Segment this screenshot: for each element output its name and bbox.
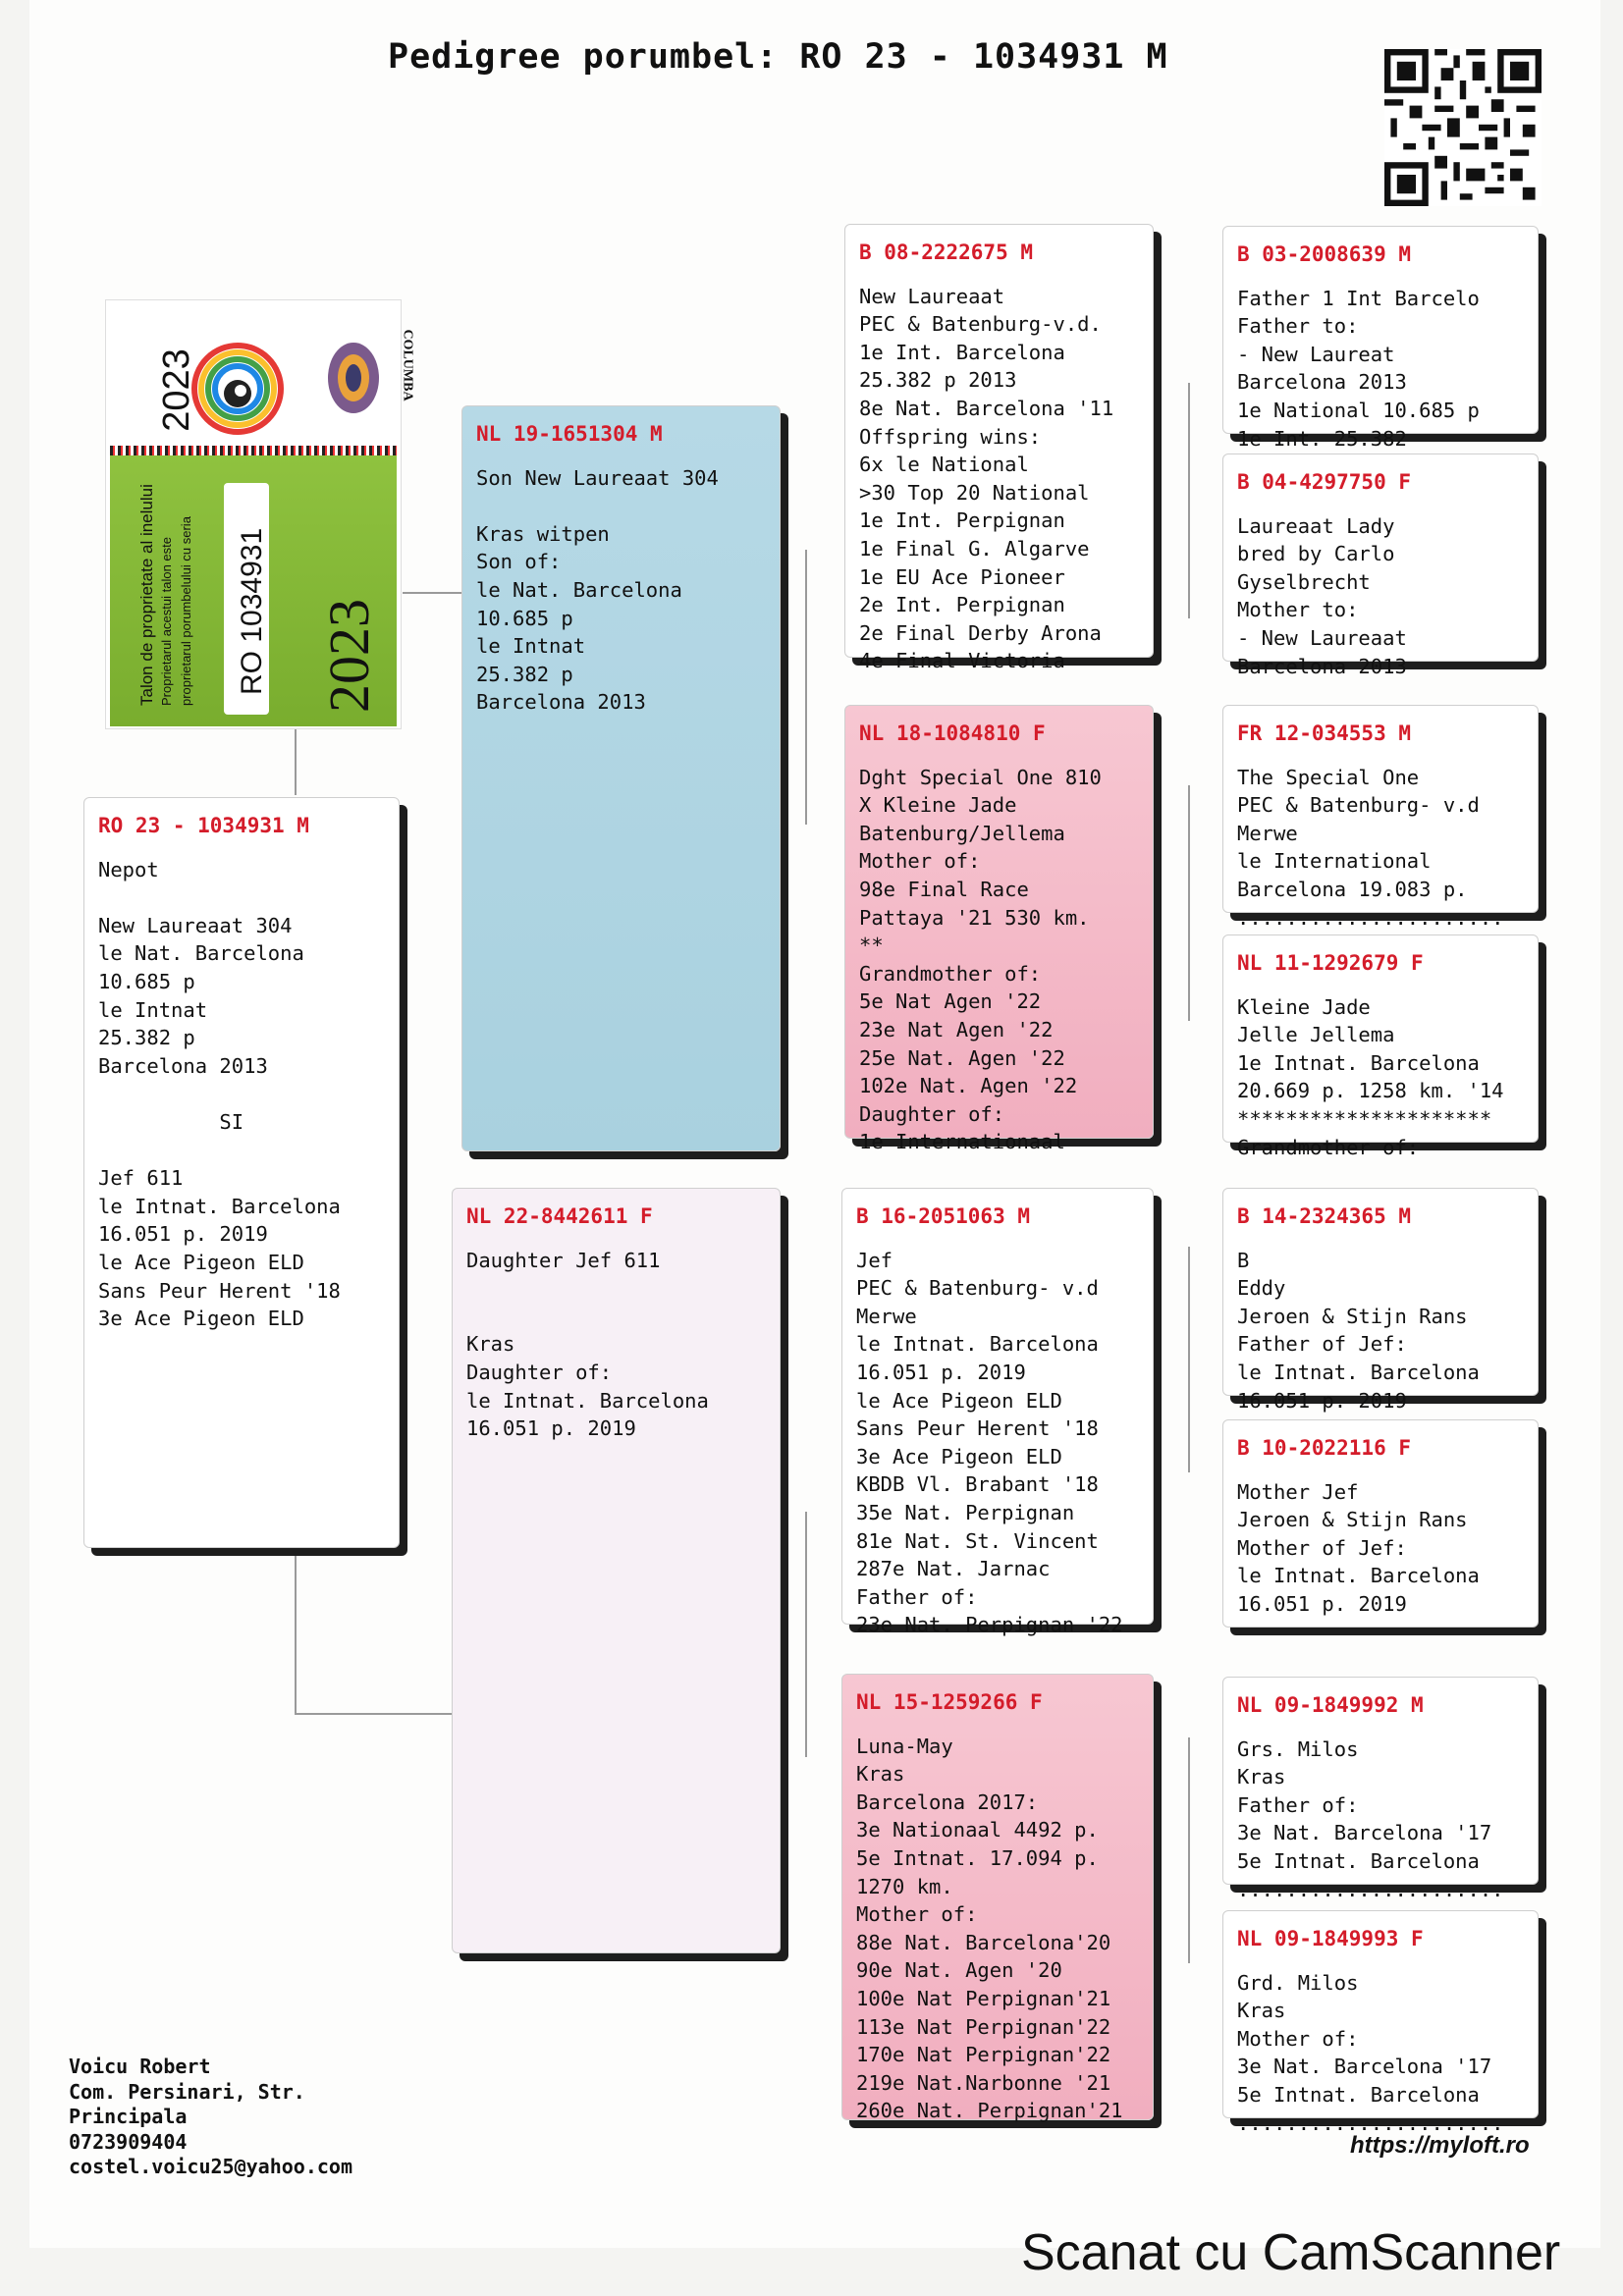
ticket-year-bottom: 2023 bbox=[317, 599, 381, 713]
gen2-ring: NL 18-1084810 F bbox=[859, 721, 1046, 745]
gen3-ring: NL 11-1292679 F bbox=[1237, 951, 1424, 975]
connector-line bbox=[1188, 1737, 1190, 1963]
columba-logo-icon bbox=[189, 340, 287, 438]
connector-line bbox=[403, 592, 461, 594]
owner-address1: Com. Persinari, Str. bbox=[69, 2079, 305, 2104]
gen3-ring: FR 12-034553 M bbox=[1237, 721, 1412, 745]
connector-line bbox=[295, 1546, 297, 1713]
website-link[interactable]: https://myloft.ro bbox=[1350, 2132, 1530, 2159]
sire-desc: Son New Laureaat 304 Kras witpen Son of: le Nat. Barcelona 10.685 p le Intnat 25.382 p Barcelona 2013 bbox=[476, 465, 719, 715]
ticket-label-line1: Talon de proprietate al inelului bbox=[137, 484, 156, 706]
ticket-brand: COLUMBA bbox=[400, 329, 415, 401]
connector-line bbox=[295, 728, 297, 795]
scanner-watermark: Scanat cu CamScanner bbox=[1021, 2224, 1561, 2281]
ticket-label-line3: proprietarul porumbelului cu seria bbox=[179, 516, 193, 706]
owner-contact bbox=[69, 2055, 352, 2180]
ticket-serial: RO 1034931 bbox=[236, 527, 268, 695]
connector-line bbox=[805, 550, 807, 825]
qr-code-icon bbox=[1384, 49, 1542, 206]
subject-ring: RO 23 - 1034931 M bbox=[98, 814, 309, 837]
gen3-desc: B Eddy Jeroen & Stijn Rans Father of Jef: le Intnat. Barcelona 16.051 p. 2019 bbox=[1237, 1248, 1480, 1413]
gen3-desc: Father 1 Int Barcelo Father to: - New Laureat Barcelona 2013 1e National 10.685 p 1e Int. 25.382 bbox=[1237, 286, 1480, 451]
gen2-ring: B 16-2051063 M bbox=[856, 1204, 1031, 1228]
dam-card bbox=[452, 1188, 781, 1953]
ticket-body bbox=[110, 455, 397, 726]
pigeon-badge-icon bbox=[324, 334, 383, 422]
gen3-card bbox=[1222, 1419, 1539, 1628]
gen3-card bbox=[1222, 705, 1539, 930]
owner-email: costel.voicu25@yahoo.com bbox=[69, 2155, 352, 2178]
connector-line bbox=[1188, 785, 1190, 1021]
gen3-card bbox=[1222, 1910, 1539, 2135]
sire-ring: NL 19-1651304 M bbox=[476, 422, 663, 446]
gen3-desc: Laureaat Lady bred by Carlo Gyselbrecht Mother to: - New Laureaat Barcelona 2013 bbox=[1237, 513, 1407, 678]
connector-line bbox=[1188, 1247, 1190, 1472]
gen3-card bbox=[1222, 454, 1539, 678]
connector-line bbox=[295, 1713, 452, 1715]
subject-desc: Nepot New Laureaat 304 le Nat. Barcelona 10.685 p le Intnat 25.382 p Barcelona 2013 SI Jef 611 le Intnat. Barcelona 16.051 p. 2019 le Ace Pigeon ELD Sans Peur Herent '18 3e Ace Pigeon ELD bbox=[98, 857, 341, 1331]
gen2-desc: Dght Special One 810 X Kleine Jade Batenburg/Jellema Mother of: 98e Final Race Pattaya '21 530 km. ** Grandmother of: 5e Nat Agen '22 23e Nat Agen '22 25e Nat. Agen '22 102e Nat. Agen '22 Daughter of: 1e Internationaal bbox=[859, 765, 1102, 1154]
subject-card bbox=[83, 797, 400, 1548]
gen3-desc: Kleine Jade Jelle Jellema 1e Intnat. Barcelona 20.669 p. 1258 km. '14 ********************* Grandmother of: bbox=[1237, 994, 1504, 1159]
granddam-maternal-card bbox=[841, 1674, 1154, 2123]
gen2-desc: New Laureaat PEC & Batenburg-v.d. 1e Int. Barcelona 25.382 p 2013 8e Nat. Barcelona '11 Offspring wins: 6x le National >30 Top 20 National 1e Int. Perpignan 1e Final G. Algarve 1e EU Ace Pioneer 2e Int. Perpignan 2e Final Derby Arona 4e Final Victoria bbox=[859, 284, 1114, 673]
gen3-desc: Grs. Milos Kras Father of: 3e Nat. Barcelona '17 5e Intnat. Barcelona ...................... bbox=[1237, 1736, 1504, 1901]
gen3-ring: NL 09-1849993 F bbox=[1237, 1927, 1424, 1950]
gen3-ring: B 03-2008639 M bbox=[1237, 242, 1412, 266]
gen2-desc: Jef PEC & Batenburg- v.d Merwe le Intnat. Barcelona 16.051 p. 2019 le Ace Pigeon ELD Sans Peur Herent '18 3e Ace Pigeon ELD KBDB Vl. Brabant '18 35e Nat. Perpignan 81e Nat. St. Vincent 287e Nat. Jarnac Father of: 23e Nat. Perpignan '22 bbox=[856, 1248, 1123, 1637]
gen3-desc: The Special One PEC & Batenburg- v.d Merwe le International Barcelona 19.083 p. ...................... bbox=[1237, 765, 1504, 930]
gen3-card bbox=[1222, 934, 1539, 1159]
gen3-card bbox=[1222, 1188, 1539, 1413]
ticket-label-line2: Proprietarul acestui talon este bbox=[159, 537, 174, 706]
gen2-ring: B 08-2222675 M bbox=[859, 240, 1034, 264]
gen3-ring: B 10-2022116 F bbox=[1237, 1436, 1412, 1460]
gen3-ring: B 14-2324365 M bbox=[1237, 1204, 1412, 1228]
owner-address2: Principala bbox=[69, 2105, 188, 2128]
connector-line bbox=[1188, 383, 1190, 618]
gen3-ring: B 04-4297750 F bbox=[1237, 470, 1412, 494]
ring-ownership-ticket bbox=[106, 300, 415, 728]
page-title: Pedigree porumbel: RO 23 - 1034931 M bbox=[388, 37, 1168, 77]
gen3-ring: NL 09-1849992 M bbox=[1237, 1693, 1424, 1717]
gen2-ring: NL 15-1259266 F bbox=[856, 1690, 1043, 1714]
gen3-card bbox=[1222, 1677, 1539, 1901]
grandsire-paternal-card bbox=[844, 224, 1154, 673]
owner-phone: 0723909404 bbox=[69, 2129, 188, 2154]
dam-desc: Daughter Jef 611 Kras Daughter of: le Intnat. Barcelona 16.051 p. 2019 bbox=[466, 1248, 709, 1441]
granddam-paternal-card bbox=[844, 705, 1154, 1154]
owner-name: Voicu Robert bbox=[69, 2055, 211, 2078]
sire-card bbox=[461, 405, 781, 1151]
dam-ring: NL 22-8442611 F bbox=[466, 1204, 653, 1228]
connector-line bbox=[805, 1512, 807, 1757]
ticket-header bbox=[106, 300, 415, 448]
gen3-desc: Mother Jef Jeroen & Stijn Rans Mother of Jef: le Intnat. Barcelona 16.051 p. 2019 bbox=[1237, 1479, 1480, 1616]
gen3-desc: Grd. Milos Kras Mother of: 3e Nat. Barcelona '17 5e Intnat. Barcelona ...................... bbox=[1237, 1970, 1504, 2135]
gen2-desc: Luna-May Kras Barcelona 2017: 3e Nationaal 4492 p. 5e Intnat. 17.094 p. 1270 km. Mother of: 88e Nat. Barcelona'20 90e Nat. Agen '20 100e Nat Perpignan'21 113e Nat Perpignan'22 170e Nat Perpignan'22 219e Nat.Narbonne '21 260e Nat. Perpignan'21 bbox=[856, 1734, 1123, 2123]
grandsire-maternal-card bbox=[841, 1188, 1154, 1637]
gen3-card bbox=[1222, 226, 1539, 451]
ticket-year-top: 2023 bbox=[155, 348, 197, 432]
